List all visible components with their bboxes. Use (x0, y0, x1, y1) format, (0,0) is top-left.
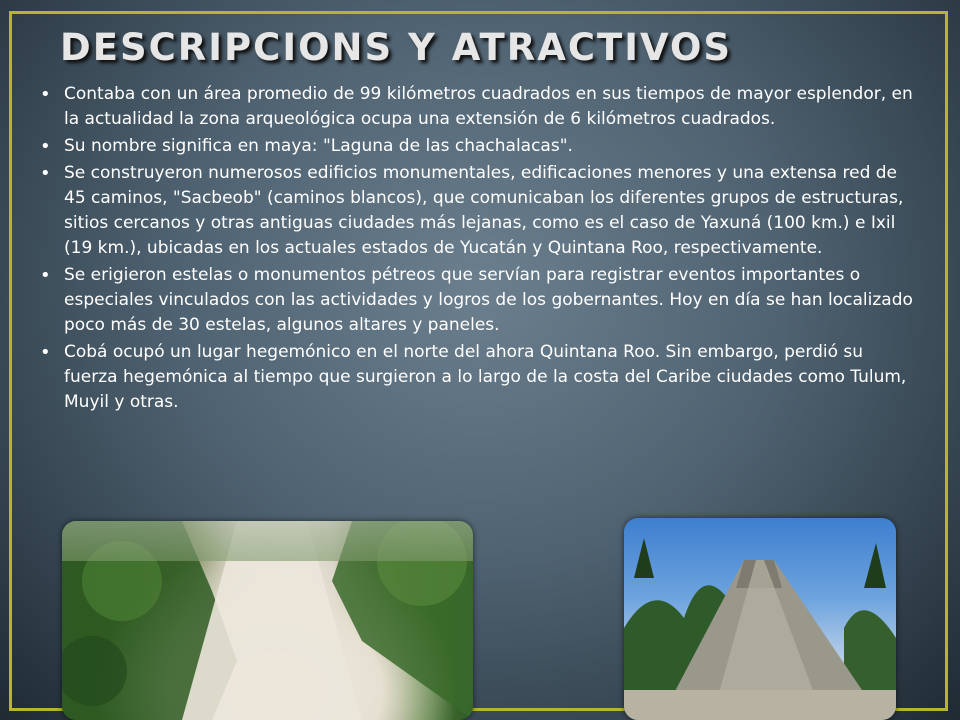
sacbe-road-photo (62, 521, 473, 720)
bullet-item: • Cobá ocupó un lugar hegemónico en el norte del ahora Quintana Roo. Sin embargo, perdió su fuerza hegemónica al tiempo que surgieron a lo largo de la costa del Caribe ciudades como Tulum, Muyil y otras. (40, 340, 920, 415)
bullet-item: • Su nombre significa en maya: "Laguna de las chachalacas". (40, 134, 920, 159)
bullet-list (40, 82, 920, 417)
coba-pyramid-photo (624, 518, 896, 720)
bullet-item: • Se construyeron numerosos edificios monumentales, edificaciones menores y una extensa red de 45 caminos, "Sacbeob" (caminos blancos), que comunicaban los diferentes grupos de estructuras, sitios cercanos y otras antiguas ciudades más lejanas, como es el caso de Yaxuná (100 km.) e Ixil (19 km.), ubicadas en los actuales estados de Yucatán y Quintana Roo, respectivamente. (40, 161, 920, 261)
bullet-item: • Se erigieron estelas o monumentos pétreos que servían para registrar eventos importantes o especiales vinculados con las actividades y logros de los gobernantes. Hoy en día se han localizado poco más de 30 estelas, algunos altares y paneles. (40, 263, 920, 338)
bullet-item: • Contaba con un área promedio de 99 kilómetros cuadrados en sus tiempos de mayor esplendor, en la actualidad la zona arqueológica ocupa una extensión de 6 kilómetros cuadrados. (40, 82, 920, 132)
slide-title: DESCRIPCIONS Y ATRACTIVOS (60, 26, 733, 69)
